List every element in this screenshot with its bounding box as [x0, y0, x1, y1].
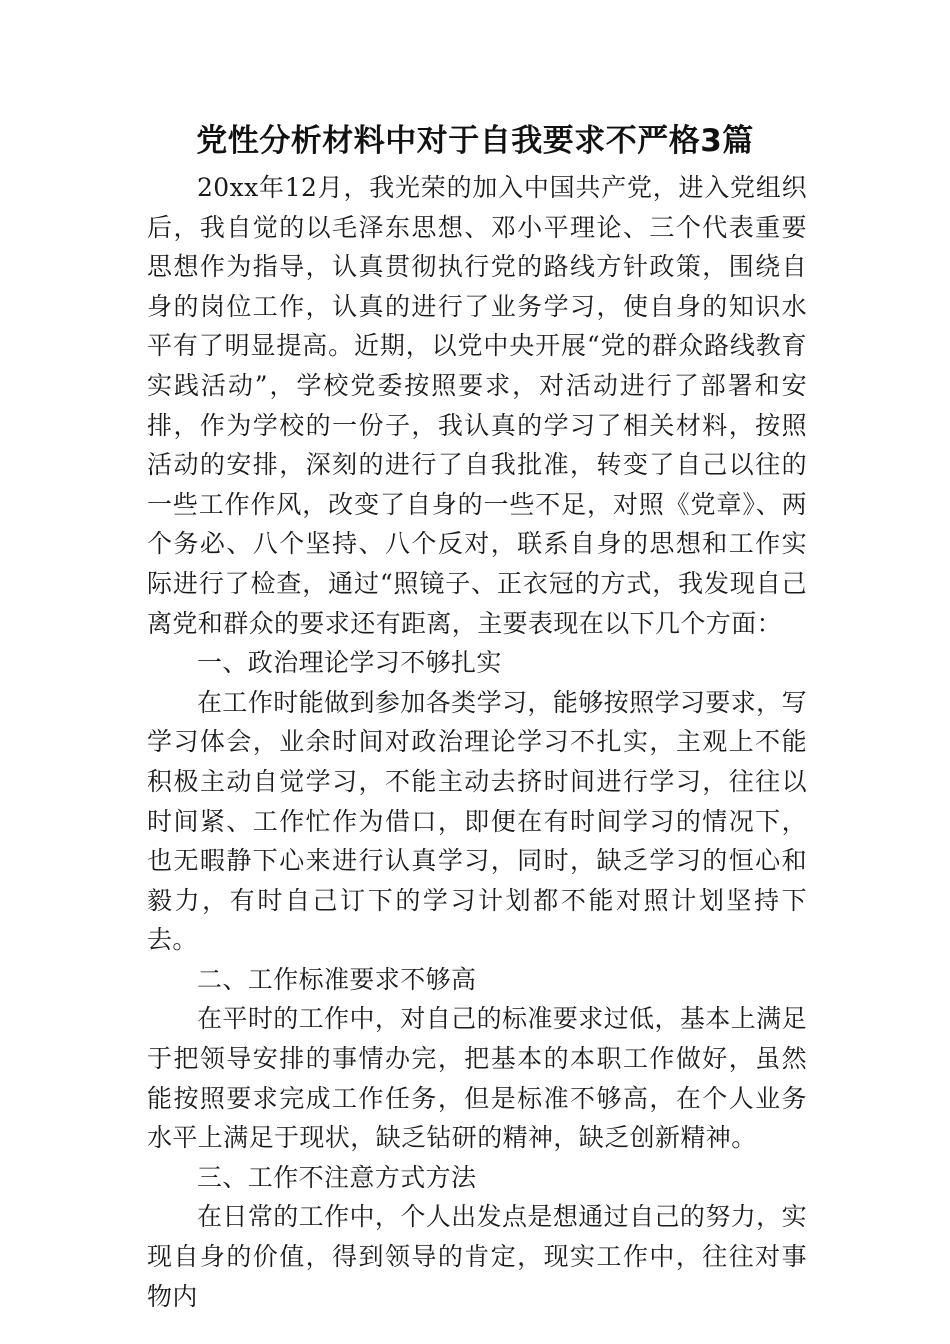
section-heading-1: 一、政治理论学习不够扎实	[197, 648, 502, 678]
section-paragraph-3: 在日常的工作中，个人出发点是想通过自己的努力，实现自身的价值，得到领导的肯定，现实工作中，往往对事物内	[147, 1202, 807, 1311]
document-body	[147, 168, 807, 1316]
section-heading-2: 二、工作标准要求不够高	[197, 964, 477, 994]
intro-paragraph: 20xx年12月，我光荣的加入中国共产党，进入党组织后，我自觉的以毛泽东思想、邓小平理论、三个代表重要思想作为指导，认真贯彻执行党的路线方针政策，围绕自身的岗位工作，认真的进行了业务学习，使自身的知识水平有了明显提高。近期，以党中央开展“党的群众路线教育实践活动”，学校党委按照要求，对活动进行了部署和安排，作为学校的一份子，我认真的学习了相关材料，按照活动的安排，深刻的进行了自我批准，转变了自己以往的一些工作作风，改变了自身的一些不足，对照《党章》、两个务必、八个坚持、八个反对，联系自身的思想和工作实际进行了检查，通过“照镜子、正衣冠的方式，我发现自己离党和群众的要求还有距离，主要表现在以下几个方面：	[147, 173, 807, 638]
document-title: 党性分析材料中对于自我要求不严格3篇	[196, 123, 754, 159]
section-heading-3: 三、工作不注意方式方法	[197, 1162, 477, 1192]
section-paragraph-1: 在工作时能做到参加各类学习，能够按照学习要求，写学习体会，业余时间对政治理论学习不扎实，主观上不能积极主动自觉学习，不能主动去挤时间进行学习，往往以时间紧、工作忙作为借口，即便在有时间学习的情况下，也无暇静下心来进行认真学习，同时，缺乏学习的恒心和毅力，有时自己订下的学习计划都不能对照计划坚持下去。	[147, 687, 807, 955]
section-paragraph-2: 在平时的工作中，对自己的标准要求过低，基本上满足于把领导安排的事情办完，把基本的本职工作做好，虽然能按照要求完成工作任务，但是标准不够高，在个人业务水平上满足于现状，缺乏钻研的精神，缺乏创新精神。	[147, 1004, 807, 1153]
